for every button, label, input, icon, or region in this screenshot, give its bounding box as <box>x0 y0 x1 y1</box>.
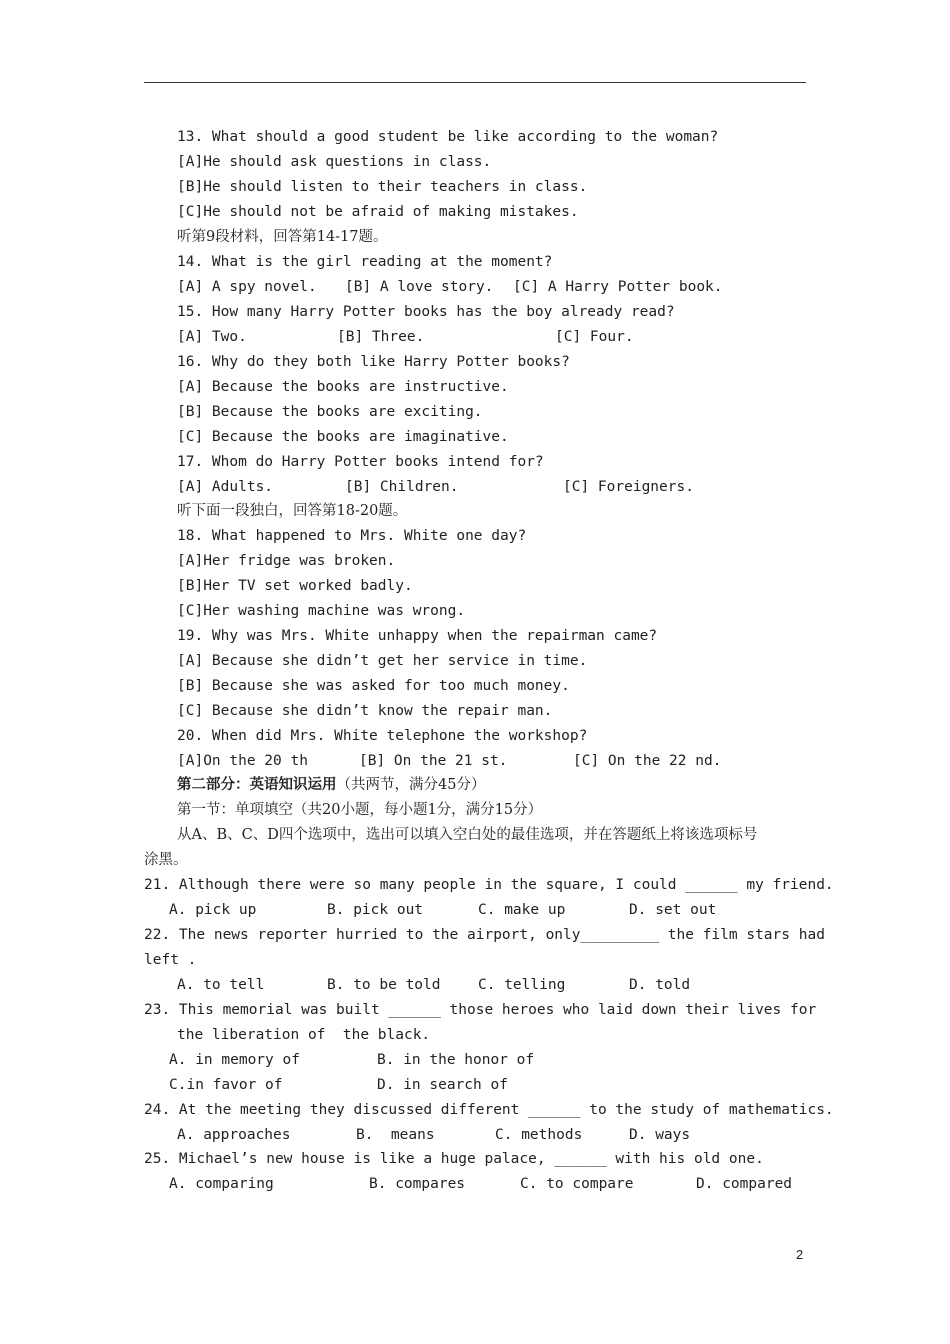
question-17-option-a: [A] Adults. <box>177 479 274 495</box>
question-15-stem: 15. How many Harry Potter books has the boy already read? <box>177 304 675 320</box>
question-23-option-c: C.in favor of <box>169 1077 283 1093</box>
question-23-stem-continued: the liberation of the black. <box>177 1027 431 1043</box>
question-14-option-c: [C] A Harry Potter book. <box>513 279 723 295</box>
question-24-option-d: D. ways <box>629 1127 691 1143</box>
question-25-option-c: C. to compare <box>520 1176 634 1192</box>
question-14-option-b: [B] A love story. <box>345 279 494 295</box>
question-21-option-a: A. pick up <box>169 902 257 918</box>
monologue-heading: 听下面一段独白，回答第18-20题。 <box>177 503 408 519</box>
question-19-option-a: [A] Because she didn’t get her service in time. <box>177 653 588 669</box>
question-15-option-c: [C] Four. <box>555 329 634 345</box>
question-22-stem: 22. The news reporter hurried to the airport, only_________ the film stars had <box>144 927 825 943</box>
question-19-option-b: [B] Because she was asked for too much money. <box>177 678 570 694</box>
question-20-option-c: [C] On the 22 nd. <box>573 753 722 769</box>
question-18-option-a: [A]Her fridge was broken. <box>177 553 396 569</box>
question-24-option-a: A. approaches <box>177 1127 291 1143</box>
question-16-option-a: [A] Because the books are instructive. <box>177 379 509 395</box>
question-13-option-c: [C]He should not be afraid of making mistakes. <box>177 204 579 220</box>
question-14-stem: 14. What is the girl reading at the moment? <box>177 254 553 270</box>
instruction-line-1: 从A、B、C、D四个选项中，选出可以填入空白处的最佳选项，并在答题纸上将该选项标号 <box>177 827 758 843</box>
question-16-stem: 16. Why do they both like Harry Potter books? <box>177 354 570 370</box>
question-17-option-b: [B] Children. <box>345 479 459 495</box>
question-24-option-b: B. means <box>356 1127 435 1143</box>
part-2-note: （共两节，满分45分） <box>336 777 486 793</box>
question-15-option-a: [A] Two. <box>177 329 247 345</box>
question-20-stem: 20. When did Mrs. White telephone the workshop? <box>177 728 588 744</box>
question-16-option-b: [B] Because the books are exciting. <box>177 404 483 420</box>
question-25-option-a: A. comparing <box>169 1176 274 1192</box>
question-24-option-c: C. methods <box>495 1127 583 1143</box>
question-22-option-c: C. telling <box>478 977 566 993</box>
question-13-stem: 13. What should a good student be like according to the woman? <box>177 129 719 145</box>
question-20-option-b: [B] On the 21 st. <box>359 753 508 769</box>
question-20-option-a: [A]On the 20 th <box>177 753 308 769</box>
part-2-title: 第二部分：英语知识运用 <box>177 776 337 793</box>
question-21-option-d: D. set out <box>629 902 717 918</box>
question-19-stem: 19. Why was Mrs. White unhappy when the repairman came? <box>177 628 658 644</box>
question-18-stem: 18. What happened to Mrs. White one day? <box>177 528 527 544</box>
part-2-heading <box>177 776 485 794</box>
question-22-option-b: B. to be told <box>327 977 441 993</box>
question-22-stem-continued: left . <box>144 952 197 968</box>
question-17-stem: 17. Whom do Harry Potter books intend for? <box>177 454 544 470</box>
question-21-stem: 21. Although there were so many people in the square, I could ______ my friend. <box>144 877 834 893</box>
question-18-option-c: [C]Her washing machine was wrong. <box>177 603 466 619</box>
instruction-line-2: 涂黑。 <box>144 852 188 868</box>
question-25-option-d: D. compared <box>696 1176 793 1192</box>
question-22-option-d: D. told <box>629 977 691 993</box>
question-15-option-b: [B] Three. <box>337 329 425 345</box>
question-13-option-b: [B]He should listen to their teachers in class. <box>177 179 588 195</box>
section-1-heading: 第一节：单项填空（共20小题，每小题1分，满分15分） <box>177 802 543 818</box>
section-9-heading: 听第9段材料，回答第14-17题。 <box>177 229 388 245</box>
question-22-option-a: A. to tell <box>177 977 265 993</box>
question-23-option-a: A. in memory of <box>169 1052 300 1068</box>
question-25-stem: 25. Michael’s new house is like a huge palace, ______ with his old one. <box>144 1151 764 1167</box>
question-19-option-c: [C] Because she didn’t know the repair man. <box>177 703 553 719</box>
question-23-option-b: B. in the honor of <box>377 1052 535 1068</box>
question-21-option-c: C. make up <box>478 902 566 918</box>
question-18-option-b: [B]Her TV set worked badly. <box>177 578 413 594</box>
header-rule <box>144 82 806 83</box>
question-23-stem: 23. This memorial was built ______ those heroes who laid down their lives for <box>144 1002 817 1018</box>
question-25-option-b: B. compares <box>369 1176 466 1192</box>
question-14-option-a: [A] A spy novel. <box>177 279 317 295</box>
question-13-option-a: [A]He should ask questions in class. <box>177 154 492 170</box>
question-16-option-c: [C] Because the books are imaginative. <box>177 429 509 445</box>
question-24-stem: 24. At the meeting they discussed different ______ to the study of mathematics. <box>144 1102 834 1118</box>
question-17-option-c: [C] Foreigners. <box>563 479 694 495</box>
question-23-option-d: D. in search of <box>377 1077 508 1093</box>
page-number: 2 <box>796 1247 804 1262</box>
question-21-option-b: B. pick out <box>327 902 424 918</box>
